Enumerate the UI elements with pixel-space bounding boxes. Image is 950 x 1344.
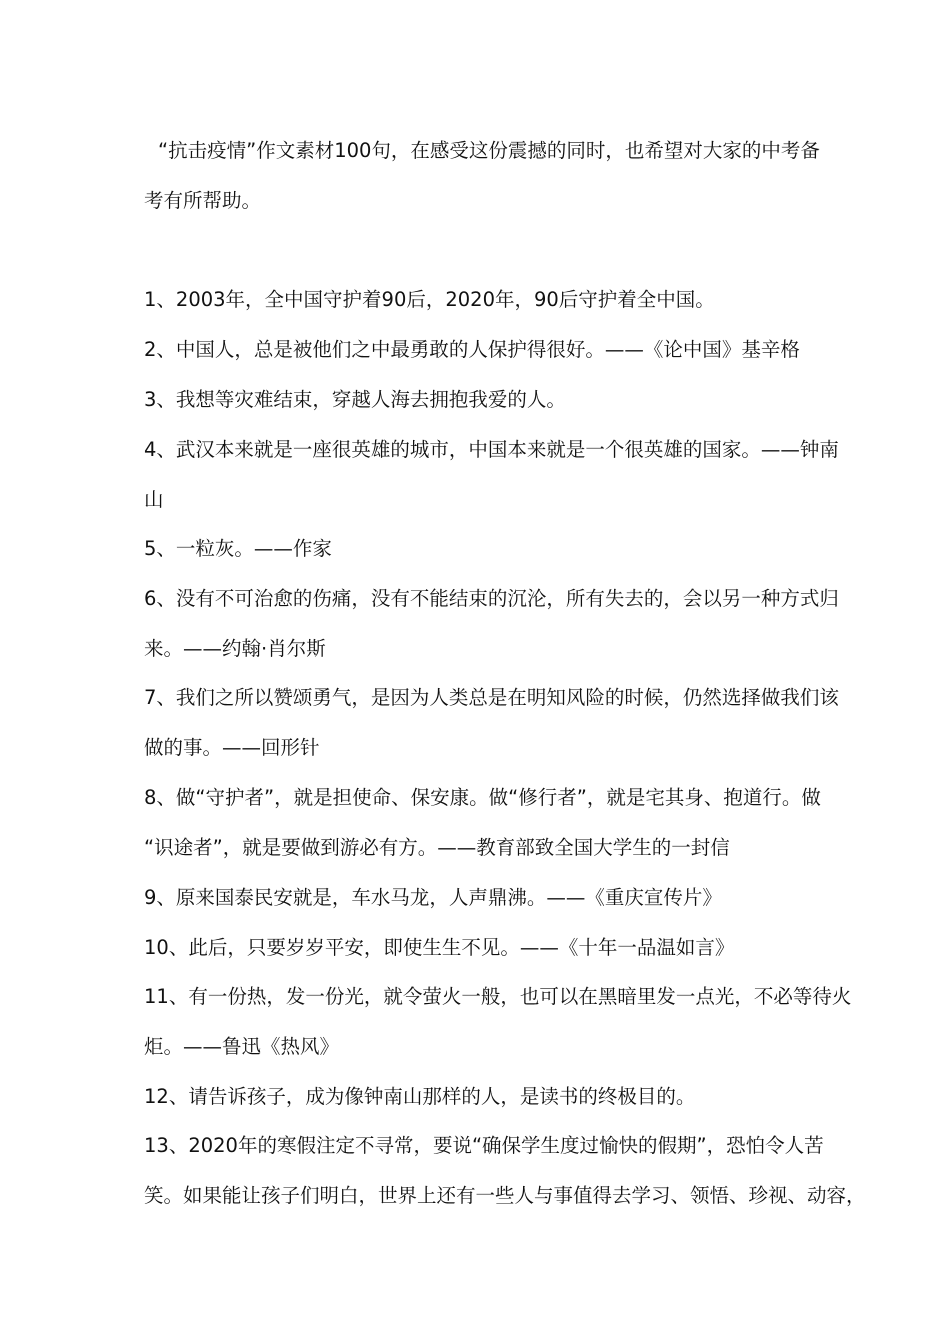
quote-2: 2、中国人，总是被他们之中最勇敢的人保护得很好。——《论中国》基辛格	[144, 338, 800, 361]
quote-8-line-2: “识途者”，就是要做到游必有方。——教育部致全国大学生的一封信	[144, 836, 730, 859]
quote-1: 1、2003年，全中国守护着90后，2020年，90后守护着全中国。	[144, 288, 715, 311]
quote-6-line-1: 6、没有不可治愈的伤痛，没有不能结束的沉沦，所有失去的，会以另一种方式归	[144, 587, 839, 610]
quote-4-line-1: 4、武汉本来就是一座很英雄的城市，中国本来就是一个很英雄的国家。——钟南	[144, 438, 839, 461]
quote-7-line-1: 7、我们之所以赞颂勇气，是因为人类总是在明知风险的时候，仍然选择做我们该	[144, 686, 839, 709]
quote-12: 12、请告诉孩子，成为像钟南山那样的人，是读书的终极目的。	[144, 1085, 696, 1108]
quote-10: 10、此后，只要岁岁平安，即使生生不见。——《十年一品温如言》	[144, 936, 735, 959]
quote-8-line-1: 8、做“守护者”，就是担使命、保安康。做“修行者”，就是宅其身、抱道行。做	[144, 786, 821, 809]
quote-5: 5、一粒灰。——作家	[144, 537, 332, 560]
intro-line-2: 考有所帮助。	[144, 189, 262, 212]
quote-6-line-2: 来。——约翰·肖尔斯	[144, 637, 326, 660]
quote-13-line-1: 13、2020年的寒假注定不寻常，要说“确保学生度过愉快的假期”，恐怕令人苦	[144, 1134, 824, 1157]
quote-7-line-2: 做的事。——回形针	[144, 736, 320, 759]
quote-11-line-2: 炬。——鲁迅《热风》	[144, 1035, 340, 1058]
quote-3: 3、我想等灾难结束，穿越人海去拥抱我爱的人。	[144, 388, 566, 411]
quote-11-line-1: 11、有一份热，发一份光，就令萤火一般，也可以在黑暗里发一点光，不必等待火	[144, 985, 852, 1008]
intro-line-1: “抗击疫情”作文素材100句，在感受这份震撼的同时，也希望对大家的中考备	[158, 139, 820, 162]
quote-9: 9、原来国泰民安就是，车水马龙，人声鼎沸。——《重庆宣传片》	[144, 886, 722, 909]
quote-4-line-2: 山	[144, 488, 164, 511]
quote-13-line-2: 笑。如果能让孩子们明白，世界上还有一些人与事值得去学习、领悟、珍视、动容，	[144, 1184, 866, 1207]
